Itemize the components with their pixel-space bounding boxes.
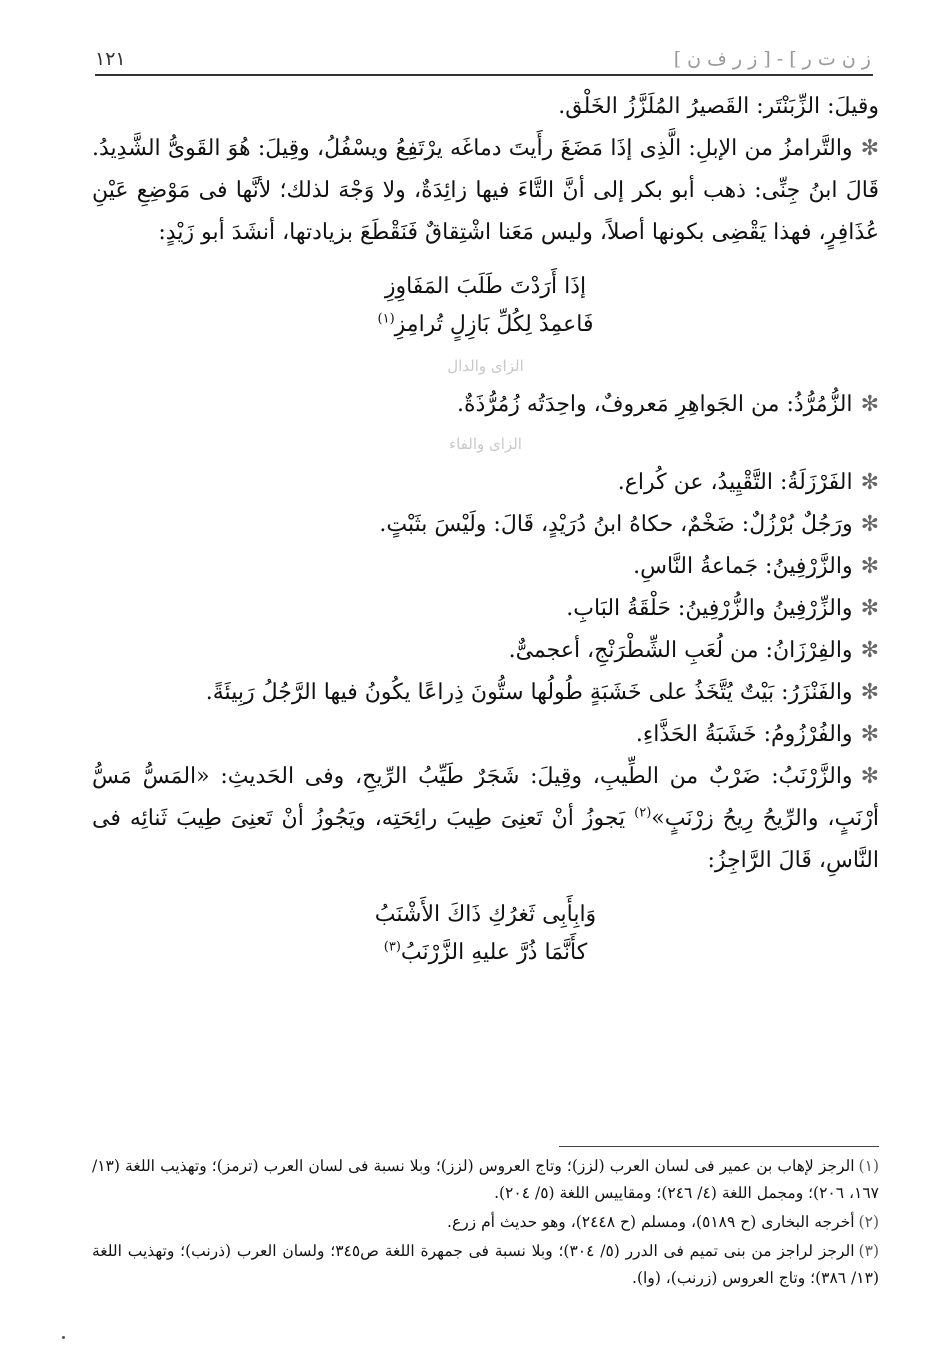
entry <box>92 588 879 630</box>
entry-text: والزِّرْفِينُ والزُّرْفِينُ: حَلْقَةُ البَابِ. <box>566 596 853 621</box>
entry-text: والزَّرْفِينُ: جَماعةُ النَّاسِ. <box>633 554 853 579</box>
entry <box>92 630 879 672</box>
footnote-marker: (١) <box>377 311 395 327</box>
verse-text: كأَنَّمَا ذُرَّ عليهِ الزَّرْنَبُ <box>400 940 588 965</box>
entry <box>92 546 879 588</box>
footnote-text: أخرجه البخارى (ح ٥١٨٩)، ومسلم (ح ٢٤٤٨)، وهو حديث أم زرع. <box>447 1213 855 1231</box>
entry-text: والزَّرْنَبُ: ضَرْبٌ من الطِّيبِ، وقِيلَ: شَجَرٌ طَيِّبُ الرِّيحِ، وفى الحَديثِ: «المَسُّ مَسُّ أرْنَبٍ، والرِّيحُ رِيحُ زرْنَبٍ» <box>92 764 879 831</box>
entry-text: الزُّمُرُّذُ: من الجَواهِرِ مَعروفٌ، واحِدَتُه زُمُرُّذَةٌ. <box>457 392 853 417</box>
entry <box>92 672 879 714</box>
footnotes <box>92 1153 879 1294</box>
entry-text: والفِرْزَانُ: من لُعَبِ الشِّطْرَنْجِ، أعجمىٌّ. <box>508 638 853 663</box>
entry-text: والتَّرامزُ من الإبلِ: الَّذِى إذَا مَضَغَ رأَيتَ دماغَه يرْتَفِعُ ويسْفُلُ، وقِيلَ: هُوَ القَوىُّ الشَّدِيدُ. قَالَ ابنُ جِنِّى: ذهب أبو بكر إلى أنَّ التَّاءَ فيها زائِدَةٌ، ولا وَجْهَ لذلك؛ لأنَّها فى مَوْضِعِ عَيْنِ عُذَافِرٍ، فهذا يَقْضِى بكونها أصلاً، وليس مَعَنا اشْتِقاقٌ فَنَقْطَعَ بزيادتها، أنشَدَ أبو زَيْدٍ: <box>92 136 879 245</box>
entry-text: والفَنْزَرُ: بَيْتٌ يُتَّخَذُ على خَشَبَةٍ طُولُها ستُّونَ ذِراعًا يكُونُ فيها الرَّجُلُ رَبِيئَةً. <box>205 680 853 705</box>
entry-tarammuz <box>92 128 879 254</box>
star-icon: ✻ <box>860 596 879 621</box>
star-icon: ✻ <box>860 470 879 495</box>
header-rule <box>95 74 873 76</box>
footnote-number: (٢) <box>858 1213 879 1231</box>
page-number: ١٢١ <box>95 48 126 70</box>
footnote <box>92 1209 879 1236</box>
footnote-rule <box>559 1146 879 1147</box>
page-header <box>95 30 871 70</box>
footnote-marker: (٢) <box>634 805 652 821</box>
star-icon: ✻ <box>860 722 879 747</box>
entry-text-continued: يَجوزُ أنْ تَعنِىَ طِيبَ رائِحَتِه، ويَجُوزُ أنْ تَعنِىَ طِيبَ ثَنائِه فى النَّاسِ، قَالَ الرَّاجِزُ: <box>92 806 879 873</box>
star-icon: ✻ <box>860 680 879 705</box>
footnote-number: (١) <box>858 1157 879 1175</box>
star-icon: ✻ <box>860 392 879 417</box>
entry-text: والفُرْزُومُ: خَشَبَةُ الحَذَّاءِ. <box>635 722 853 747</box>
entry-zumurrud <box>92 384 879 426</box>
verse-line <box>92 306 879 344</box>
star-icon: ✻ <box>860 136 879 161</box>
star-icon: ✻ <box>860 512 879 537</box>
entry-text: الفَرْزَلَةُ: التَّقْيِيدُ، عن كُراع. <box>617 470 853 495</box>
running-title: ز ن ت ر ] - [ ز ر ف ن ] <box>673 48 871 70</box>
footnote-number: (٣) <box>858 1242 879 1260</box>
star-icon: ✻ <box>860 638 879 663</box>
entry-text: ورَجُلٌ بُرْزُلٌ: ضَخْمٌ، حكاهُ ابنُ دُرَيْدٍ، قَالَ: ولَيْسَ بثَبْتٍ. <box>379 512 853 537</box>
scan-dot <box>62 1336 65 1339</box>
verse-line: إذَا أَرَدْتَ طَلَبَ المَفَاوِزِ <box>384 274 587 299</box>
entry <box>92 504 879 546</box>
verse-block-1 <box>92 254 879 348</box>
verse-line <box>92 934 879 972</box>
verse-text: فَاعمِدْ لِكُلِّ بَازِلٍ تُرامِزِ <box>394 312 594 337</box>
verse-line: وَابِأَبِى ثَغرُكِ ذَاكَ الأَشْنَبُ <box>374 902 597 927</box>
footnote-text: الرجز لإهاب بن عمير فى لسان العرب (لزز)؛ وتاج العروس (لزز)؛ وبلا نسبة فى لسان العرب (ترمز)؛ وتهذيب اللغة (١٣/ ١٦٧، ٢٠٦)؛ ومجمل اللغة (٤/ ٢٤٦)؛ ومقاييس اللغة (٥/ ٢٠٤). <box>92 1157 879 1202</box>
entry <box>92 714 879 756</box>
intro-paragraph: وقيلَ: الزِّبَنْتَر: القَصيرُ المُلَزَّزُ الخَلْق. <box>558 94 879 119</box>
main-text <box>92 86 879 976</box>
verse-block-2 <box>92 882 879 976</box>
entry <box>92 462 879 504</box>
footnote-marker: (٣) <box>383 939 401 955</box>
section-heading-stamp: الزاى والدال <box>447 357 524 375</box>
entry-zarnab <box>92 756 879 882</box>
section-heading-stamp: الزاى والفاء <box>449 435 522 453</box>
footnote <box>92 1238 879 1292</box>
footnote-text: الرجز لراجز من بنى تميم فى الدرر (٥/ ٣٠٤)؛ وبلا نسبة فى جمهرة اللغة ص٣٤٥؛ ولسان العرب (ذرنب)؛ وتهذيب اللغة (١٣/ ٣٨٦)؛ وتاج العروس (زرنب)، (وا). <box>92 1242 879 1287</box>
star-icon: ✻ <box>860 764 879 789</box>
star-icon: ✻ <box>860 554 879 579</box>
footnote <box>92 1153 879 1207</box>
